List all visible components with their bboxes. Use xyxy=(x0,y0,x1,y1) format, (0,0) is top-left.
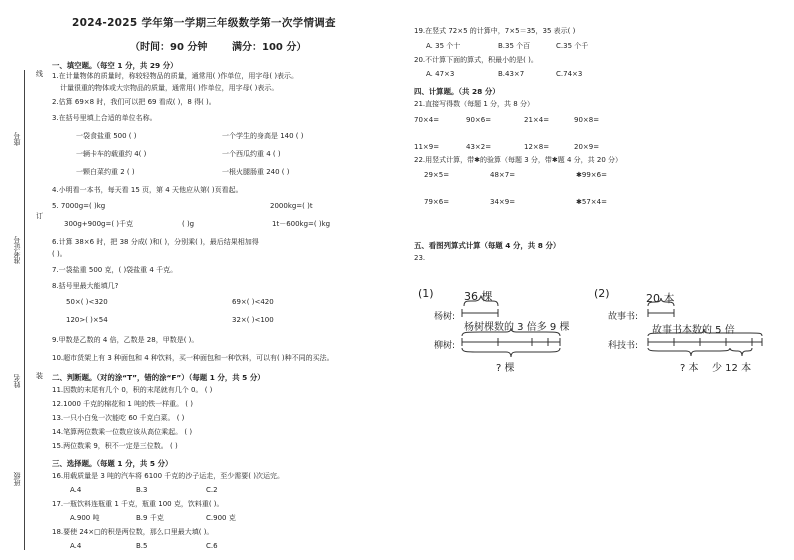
q21-r1c4: 90×8= xyxy=(574,116,600,124)
q16: 16.用载质量是 3 吨的汽车将 6100 千克的沙子运走，至少需要( )次运完。 xyxy=(52,472,284,480)
binding-mark-line: 线 xyxy=(36,70,43,78)
q22-r1c2: 48×7= xyxy=(490,171,516,179)
q21-r2c1: 11×9= xyxy=(414,143,440,151)
q1a: 1.在计量物体的质量时，称较轻物品的质量，通常用( )作单位，用字母( )表示。 xyxy=(52,72,299,80)
figure1-top-label: 36 棵 xyxy=(464,290,493,303)
q9: 9.甲数是乙数的 4 倍，乙数是 28，甲数是( )。 xyxy=(52,336,199,344)
q8-r2b: 32×( )<100 xyxy=(232,316,274,324)
q22-r2c3: ✱57×4= xyxy=(576,198,607,206)
figure2-top-brace xyxy=(648,298,674,306)
binding-mark-bind: 装 xyxy=(36,372,43,380)
q21-r2c3: 12×8= xyxy=(524,143,550,151)
q18-option-c: C.6 xyxy=(206,542,218,550)
q3-r1b: 一个学生的身高是 140 ( ) xyxy=(222,132,304,140)
q14: 14.笔算两位数乘一位数应该从高位乘起。 ( ) xyxy=(52,428,193,436)
q12: 12.1000 千克的棉花和 1 吨的铁一样重。 ( ) xyxy=(52,400,193,408)
section-judge-heading: 二、判断题。（对的涂“T”，错的涂“F”）（每题 1 分，共 5 分） xyxy=(52,373,265,382)
section-picture-heading: 五、看图列算式计算（每题 4 分，共 8 分） xyxy=(414,241,561,250)
figure2-less-label: 少 12 本 xyxy=(712,363,752,374)
figure1-row1-label: 杨树: xyxy=(434,312,456,322)
q20-option-c: C.74×3 xyxy=(556,70,583,78)
figure1-bottom-brace xyxy=(462,348,560,357)
q17-option-b: B.9 千克 xyxy=(136,514,164,522)
q4: 4.小明看一本书，每天看 15 页，第 4 天他应从第( )页看起。 xyxy=(52,186,243,194)
name-label: 姓名 xyxy=(13,374,21,388)
q19-option-c: C.35 个千 xyxy=(556,42,589,50)
q18-option-b: B.5 xyxy=(136,542,148,550)
q21-r1c1: 70×4= xyxy=(414,116,440,124)
q8-r1a: 50×( )<320 xyxy=(66,298,108,306)
q8: 8.括号里最大能填几? xyxy=(52,282,119,290)
q8-r2a: 120>( )×54 xyxy=(66,316,108,324)
q21-r2c4: 20×9= xyxy=(574,143,600,151)
figure1-desc-brace xyxy=(462,328,560,336)
figure2-question: ? 本 xyxy=(680,363,699,374)
q16-option-c: C.2 xyxy=(206,486,218,494)
binding-mark-staple: 订 xyxy=(36,212,43,220)
exam-number-label: 准考证号 xyxy=(13,236,21,264)
section-calc-heading: 四、计算题。（共 28 分） xyxy=(414,87,500,96)
q22-r2c2: 34×9= xyxy=(490,198,516,206)
exam-score: 满分：100 分） xyxy=(232,42,307,53)
q23: 23. xyxy=(414,254,426,262)
q16-option-b: B.3 xyxy=(136,486,148,494)
figure1-description: 杨树棵数的 3 倍多 9 棵 xyxy=(464,322,570,333)
figure1-row2-label: 柳树: xyxy=(434,341,456,351)
q20-option-b: B.43×7 xyxy=(498,70,525,78)
q3-r2b: 一个西瓜约重 4 ( ) xyxy=(222,150,281,158)
seat-label: 座号 xyxy=(13,132,21,146)
q5-r1b: 2000kg=( )t xyxy=(270,202,313,210)
q21-r1c3: 21×4= xyxy=(524,116,550,124)
q18-option-a: A.4 xyxy=(70,542,82,550)
q17: 17.一瓶饮料连瓶重 1 千克，瓶重 100 克，饮料重( )。 xyxy=(52,500,224,508)
q6: 6.计算 38×6 时，把 38 分成( )和( )，分别乘( )，最后结果相加得 xyxy=(52,238,259,246)
q13: 13.一只小白兔一次能吃 60 千克白菜。 ( ) xyxy=(52,414,185,422)
figure1-number: (1) xyxy=(418,287,434,300)
section-fill-heading: 一、填空题。（每空 1 分，共 29 分） xyxy=(52,61,178,70)
figure2-number: (2) xyxy=(594,287,610,300)
q5-r2c: 1t－600kg=( )kg xyxy=(272,220,331,228)
q21-r1c2: 90×6= xyxy=(466,116,492,124)
section-choice-heading: 三、选择题。（每题 1 分，共 5 分） xyxy=(52,459,173,468)
q20-option-a: A. 47×3 xyxy=(426,70,455,78)
q19-option-a: A. 35 个十 xyxy=(426,42,461,50)
exam-time: （时间：90 分钟 xyxy=(130,42,208,53)
q17-option-a: A.900 吨 xyxy=(70,514,100,522)
q15: 15.两位数乘 9，积不一定是三位数。 ( ) xyxy=(52,442,178,450)
q19-option-b: B.35 个百 xyxy=(498,42,531,50)
figure2-row1-label: 故事书: xyxy=(608,312,639,322)
q21-r2c2: 43×2= xyxy=(466,143,492,151)
q17-option-c: C.900 克 xyxy=(206,514,236,522)
q22-r2c1: 79×6= xyxy=(424,198,450,206)
q1b: 计量很重的物体或大宗物品的质量，通常用( )作单位，用字母( )表示。 xyxy=(60,84,279,92)
q5-r2a: 300g+900g=( )千克 xyxy=(64,220,134,228)
q3-r3a: 一颗白菜约重 2 ( ) xyxy=(76,168,135,176)
page-title: 2024-2025 学年第一学期三年级数学第一次学情调查 xyxy=(72,17,336,29)
q21: 21.直接写得数（每题 1 分，共 8 分） xyxy=(414,100,534,108)
q3: 3.在括号里填上合适的单位名称。 xyxy=(52,114,157,122)
figure2-desc-brace xyxy=(648,329,762,336)
q22-r1c1: 29×5= xyxy=(424,171,450,179)
q19: 19.在竖式 72×5 的计算中，7×5＝35，35 表示( ) xyxy=(414,27,576,35)
q22: 22.用竖式计算，带✱的验算（每题 3 分，带✱题 4 分，共 20 分） xyxy=(414,156,623,164)
q18: 18.要使 24×□的积是两位数，那么口里最大填( )。 xyxy=(52,528,214,536)
q8-r1b: 69×( )<420 xyxy=(232,298,274,306)
figure2-less-brace xyxy=(730,348,752,356)
q11: 11.因数的末尾有几个 0，积的末尾就有几个 0。 ( ) xyxy=(52,386,213,394)
figure2-bottom-brace xyxy=(648,348,730,356)
figure2-row2-label: 科技书: xyxy=(608,341,639,351)
q16-option-a: A.4 xyxy=(70,486,82,494)
q20: 20.不计算下面的算式，积最小的是( )。 xyxy=(414,56,538,64)
q7: 7.一袋盐重 500 克，( )袋盐重 4 千克。 xyxy=(52,266,178,274)
figure1-question: ? 棵 xyxy=(496,363,515,374)
q22-r1c3: ✱99×6= xyxy=(576,171,607,179)
figure2-top-label: 20 本 xyxy=(646,292,675,305)
figure1-top-brace xyxy=(464,296,498,306)
figure2-description: 故事书本数的 5 倍 xyxy=(652,325,735,336)
q6b: ( )。 xyxy=(52,250,67,258)
q10: 10.超市货架上有 3 种面包和 4 种饮料，买一种面包和一种饮料，可以有( )种不同的买法。 xyxy=(52,354,334,362)
q3-r2a: 一辆卡车的载重约 4( ) xyxy=(76,150,147,158)
class-label: 班级 xyxy=(13,472,21,486)
q5-r1a: 5. 7000g=( )kg xyxy=(52,202,106,210)
q2: 2.估算 69×8 时，我们可以把 69 看成( )，8 得( )。 xyxy=(52,98,216,106)
q3-r1a: 一袋食盐重 500 ( ) xyxy=(76,132,137,140)
q3-r3b: 一根火腿肠重 240 ( ) xyxy=(222,168,290,176)
q5-r2b: ( )g xyxy=(182,220,195,228)
